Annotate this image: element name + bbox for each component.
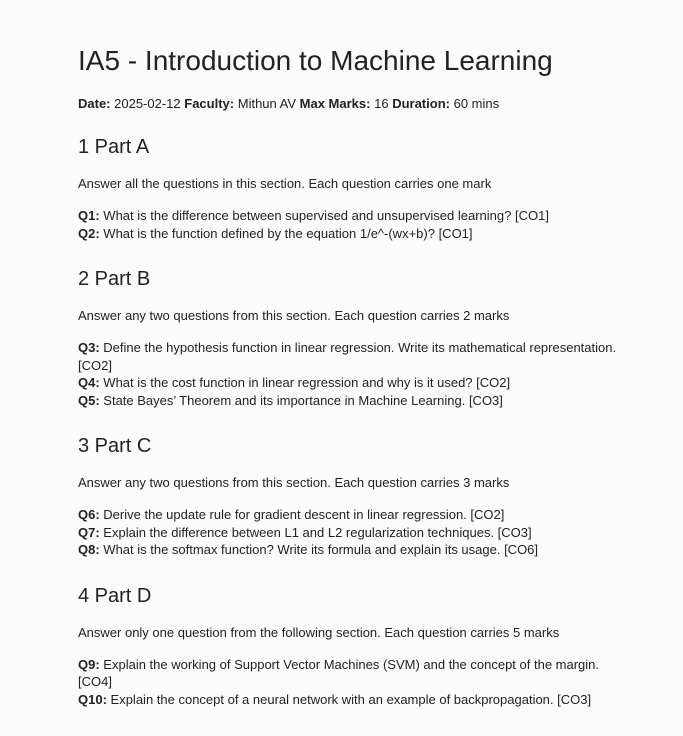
question-text: What is the function defined by the equation 1/e^-(wx+b)? [CO1] <box>103 225 473 241</box>
question-label: Q9: <box>78 656 100 672</box>
question-text: Explain the working of Support Vector Machines (SVM) and the concept of the margin. [CO4] <box>78 656 600 689</box>
page-title: IA5 - Introduction to Machine Learning <box>78 45 553 76</box>
section-part-d <box>78 584 623 709</box>
question-label: Q6: <box>78 507 100 522</box>
question-text: Explain the difference between L1 and L2 regularization techniques. [CO3] <box>103 524 532 540</box>
question-list <box>78 506 623 559</box>
question-item <box>78 339 623 374</box>
question-item <box>78 656 623 691</box>
section-instruction: Answer all the questions in this section. Each question carries one mark <box>78 176 492 191</box>
question-list <box>78 207 623 242</box>
question-label: Q3: <box>78 340 100 355</box>
question-text: What is the softmax function? Write its formula and explain its usage. [CO6] <box>103 542 539 557</box>
section-part-b <box>78 267 623 409</box>
question-list <box>78 656 623 709</box>
question-text: What is the cost function in linear regression and why is it used? [CO2] <box>103 375 511 390</box>
faculty-label: Faculty: <box>184 96 235 111</box>
question-label: Q10: <box>78 691 107 707</box>
question-item <box>78 207 623 225</box>
question-item <box>78 541 623 559</box>
question-item <box>78 225 623 243</box>
section-heading: 1 Part A <box>78 136 150 158</box>
section-heading: 4 Part D <box>78 584 152 607</box>
max-marks-label: Max Marks: <box>299 96 371 111</box>
question-item <box>78 506 623 524</box>
question-label: Q8: <box>78 542 100 557</box>
section-part-a <box>78 135 623 242</box>
question-text: What is the difference between supervised and unsupervised learning? [CO1] <box>103 208 549 223</box>
question-label: Q7: <box>78 524 100 540</box>
question-text: Derive the update rule for gradient descent in linear regression. [CO2] <box>103 507 505 522</box>
question-text: Explain the concept of a neural network with an example of backpropagation. [CO3] <box>110 691 592 707</box>
question-item <box>78 374 623 392</box>
question-label: Q2: <box>78 225 100 241</box>
question-item <box>78 392 623 410</box>
question-text: State Bayes’ Theorem and its importance in Machine Learning. [CO3] <box>103 392 503 408</box>
date-label: Date: <box>78 96 111 111</box>
faculty-value: Mithun AV <box>237 96 297 111</box>
question-list <box>78 339 623 409</box>
duration-value: 60 mins <box>453 96 500 111</box>
section-instruction: Answer any two questions from this section. Each question carries 3 marks <box>78 475 510 490</box>
question-text: Define the hypothesis function in linear regression. Write its mathematical representation. [CO2] <box>78 340 617 373</box>
section-part-c <box>78 434 623 559</box>
question-label: Q5: <box>78 392 100 408</box>
section-heading: 3 Part C <box>78 435 152 457</box>
question-label: Q4: <box>78 375 100 390</box>
date-value: 2025-02-12 <box>114 96 181 111</box>
max-marks-value: 16 <box>374 96 389 111</box>
duration-label: Duration: <box>392 96 450 111</box>
section-heading: 2 Part B <box>78 268 151 290</box>
question-item <box>78 524 623 542</box>
question-item <box>78 691 623 709</box>
exam-meta <box>78 95 623 112</box>
question-label: Q1: <box>78 208 100 223</box>
section-instruction: Answer only one question from the following section. Each question carries 5 marks <box>78 624 560 640</box>
section-instruction: Answer any two questions from this section. Each question carries 2 marks <box>78 308 510 323</box>
